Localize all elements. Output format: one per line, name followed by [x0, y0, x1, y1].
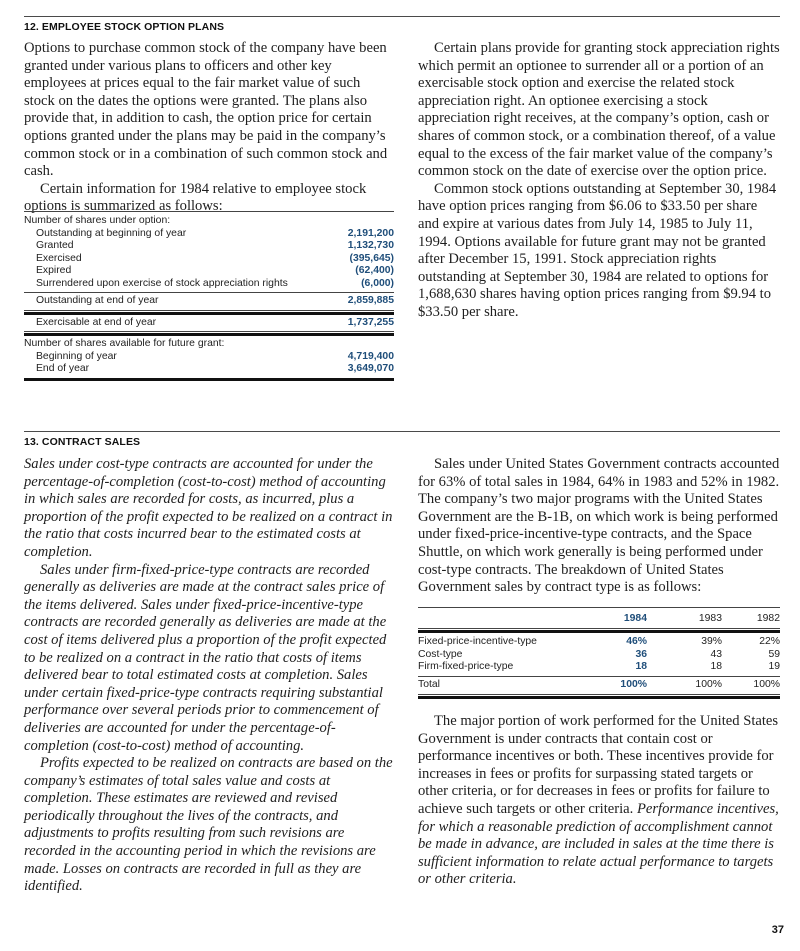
table-row: Granted 1,132,730 — [36, 240, 394, 251]
table-row: End of year 3,649,070 — [36, 363, 394, 374]
paragraph: Sales under cost-type contracts are accounted for under the percentage-of-completion (cost-to-cost) method of accounting in which sales are recorded for costs, as incurred, plus a proportion of the profit expected to be realized on a contract in the ratio that costs incurred bear to the estimated costs at completion. — [24, 456, 393, 560]
section-12-top-rule — [24, 16, 780, 17]
paragraph: Options to purchase common stock of the company have been granted under various plans to officers and other key employees at prices equal to the fair market value of such stock on the dates the options were granted. The plans also provide that, in addition to cash, the option price for certain options granted under the plans may be paid in the company’s common stock or in a combination of such common stock and cash. — [24, 40, 388, 180]
table-row: Outstanding at beginning of year 2,191,200 — [36, 227, 394, 239]
table-row-outstanding-end: Outstanding at end of year 2,859,885 — [36, 295, 394, 306]
section-13-top-rule — [24, 431, 780, 432]
table-header-row — [418, 612, 780, 626]
section-12-left-text — [24, 40, 394, 216]
paragraph: Sales under firm-fixed-price-type contracts are recorded generally as deliveries are made at the contract sales price of the items delivered. Sales under fixed-price-incentive-type contracts are recorded generally as deliveries are made at the cost of items delivered plus a proportion of the profit expected to be realized on a contract in the ratio that costs of items delivered bear to total estimated costs at completion. Sales under certain fixed-price-type contracts requiring substantial performance over several periods prior to commencement of deliveries are accounted for under the percentage-of-completion (cost-to-cost) method of accounting. — [24, 561, 387, 754]
stock-option-table — [24, 211, 394, 381]
table-row-total: Total 100% 100% 100% — [418, 678, 780, 690]
table-row: Surrendered upon exercise of stock appreciation rights (6,000) — [36, 277, 394, 289]
column-header-1984: 1984 — [623, 613, 647, 624]
column-header-1983: 1983 — [698, 613, 722, 624]
paragraph: Profits expected to be realized on contracts are based on the company’s estimates of total sales value and costs at completion. These estimates are reviewed and revised periodically throughout the lives of the contracts, and adjustments to profits resulting from such revisions are recorded in the accounting period in which the revisions are made. Losses on contracts are recorded in full as they are identified. — [24, 755, 393, 895]
table-group-header: Number of shares under option: — [24, 215, 171, 226]
table-row: Expired (62,400) — [36, 265, 394, 276]
paragraph: Certain information for 1984 relative to employee stock options is summarized as follows: — [24, 180, 367, 215]
table-group-header: Number of shares available for future grant: — [24, 338, 225, 349]
table-row: Exercised (395,645) — [36, 252, 394, 264]
paragraph: Certain plans provide for granting stock appreciation rights which permit an optionee to surrender all or a portion of an exercisable stock option and exercise the related stock appreciation right. An optionee exercising a stock appreciation right receives, at the company’s option, cash or shares of common stock, or a combination thereof, of a value equal to the excess of the fair market value of the company’s common stock on the date of exercise over the option price. — [418, 40, 780, 180]
section-13-left-text — [24, 456, 398, 896]
paragraph: Sales under United States Government contracts accounted for 63% of total sales in 1984, 64% in 1983 and 52% in 1982. The company’s two major programs with the United States Government are the B-1B, on which work is being performed under fixed-price-incentive-type contracts, and the Space Shuttle, on which work generally is being performed under cost-type contracts. The breakdown of United States Government sales by contract type is as follows: — [418, 456, 780, 596]
table-row: Firm-fixed-price-type 18 18 19 — [418, 661, 780, 672]
table-row: Cost-type 36 43 59 — [418, 648, 780, 660]
column-header-1982: 1982 — [756, 613, 780, 624]
section-12-right-text — [418, 40, 780, 322]
section-13-right-text-1 — [418, 456, 780, 597]
section-13-right-text-2 — [418, 713, 780, 889]
section-13-title: 13. CONTRACT SALES — [24, 436, 141, 448]
table-row: Fixed-price-incentive-type 46% 39% 22% — [418, 636, 780, 647]
paragraph: The major portion of work performed for the United States Government is under contracts that contain cost or performance incentives or both. These incentives provide for increases in fees or profits for surpassing stated targets or other criteria, or for decreases in fees or profits for failure to achieve such targets or other criteria. Performance incentives, for which a reasonable prediction of accomplishment cannot be made in advance, are included in sales at the time there is sufficient information to relate actual performance to targets or other criteria. — [418, 713, 779, 888]
paragraph: Common stock options outstanding at September 30, 1984 have option prices ranging from $6.06 to $33.50 per share and expire at various dates from July 14, 1985 to July 11, 1994. Options available for future grant may not be granted after December 15, 1991. Stock appreciation rights outstanding at September 30, 1984 are related to options for 1,688,630 shares having option prices ranging from $9.94 to $33.50 per share. — [418, 180, 777, 320]
table-row: Beginning of year 4,719,400 — [36, 350, 394, 362]
table-row-exercisable-end: Exercisable at end of year 1,737,255 — [36, 317, 394, 328]
section-12-title: 12. EMPLOYEE STOCK OPTION PLANS — [24, 21, 225, 33]
page-number: 37 — [771, 924, 784, 936]
contract-type-table — [418, 607, 780, 699]
